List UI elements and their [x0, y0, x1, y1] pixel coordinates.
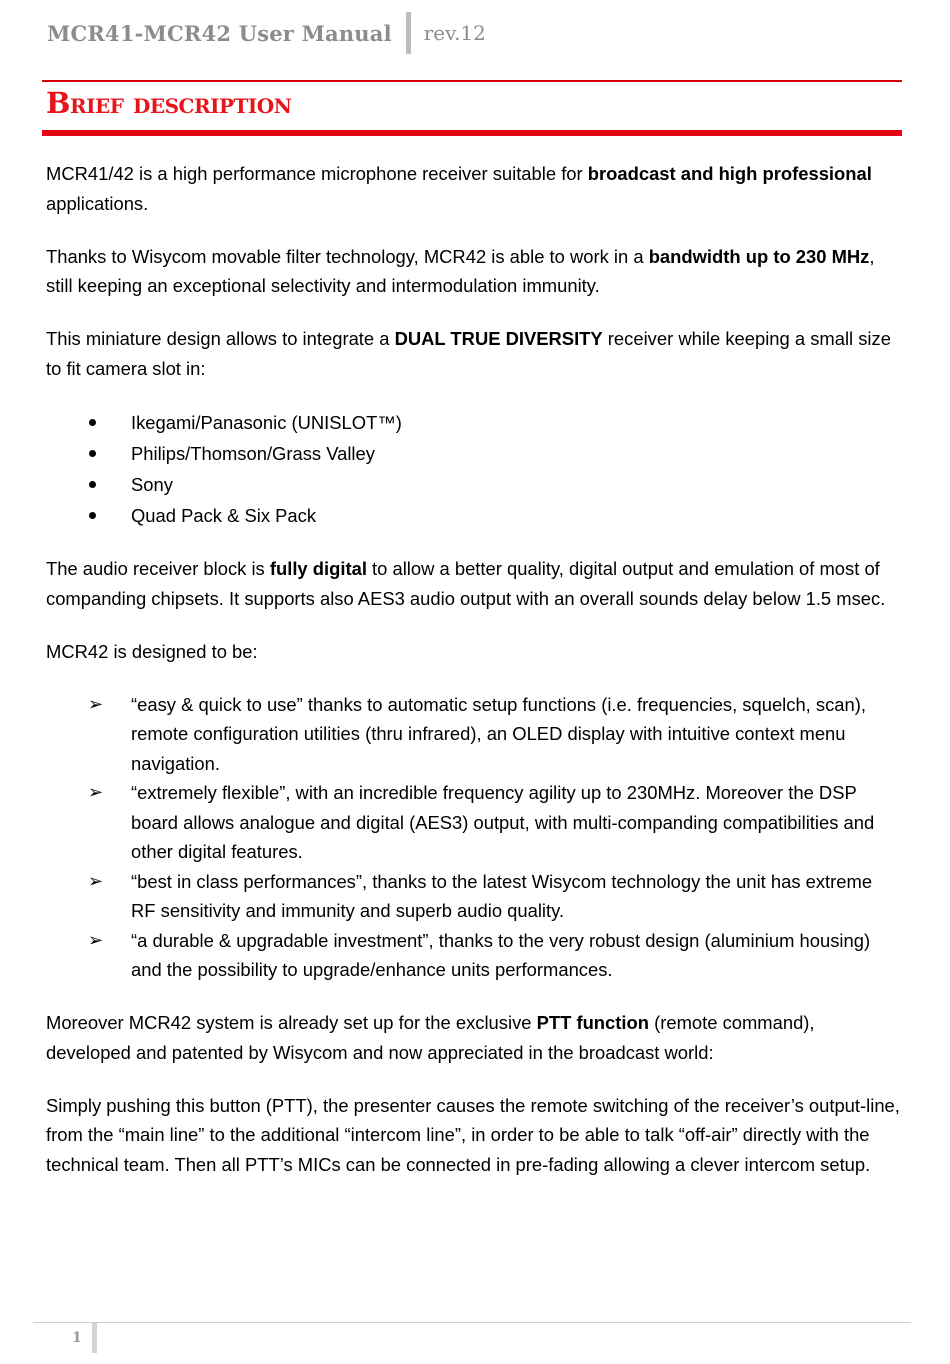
filter-paragraph: [46, 242, 901, 301]
list-item-text: “best in class performances”, thanks to the latest Wisycom technology the unit has extreme RF sensitivity and immunity and superb audio quality.: [131, 870, 873, 921]
list-item: [46, 469, 901, 500]
text-run: Moreover MCR42 system is already set up for the exclusive: [46, 1012, 537, 1033]
list-item: [46, 407, 901, 438]
text-run: Thanks to Wisycom movable filter technology, MCR42 is able to work in a: [46, 245, 649, 267]
page-body: [46, 159, 901, 1203]
list-item-text: Philips/Thomson/Grass Valley: [131, 442, 375, 464]
bullet-icon: [89, 512, 96, 519]
audio-paragraph: [46, 554, 901, 613]
closing-paragraph: Simply pushing this button (PTT), the presenter causes the remote switching of the receiver’s output-line, from the “main line” to the additional “intercom line”, in order to be able to talk “off-air” directly with the technical team. Then all PTT’s MICs can be connected in pre-fading allowing a clever intercom setup.: [46, 1094, 900, 1175]
document-title: MCR41-MCR42 User Manual: [47, 21, 392, 46]
bold-run: broadcast and high professional: [587, 163, 872, 184]
bullet-icon: [89, 419, 96, 426]
text-run: to allow a better quality, digital output and emulation of most of companding chipsets. It supports also AES3 audio output with an overall sounds delay below 1.5 msec.: [46, 558, 886, 609]
section-title: Brief description: [46, 86, 292, 120]
arrow-bullet-icon: ➢: [88, 693, 104, 714]
list-item-text: “easy & quick to use” thanks to automatic setup functions (i.e. frequencies, squelch, scan), remote configuration utilities (thru infrared), an OLED display with intuitive context menu navigation.: [131, 693, 866, 774]
list-item: [46, 867, 901, 926]
header-rule: [42, 80, 902, 82]
feature-list: [46, 690, 901, 985]
bold-run: PTT function: [536, 1012, 649, 1033]
footer-rule: [33, 1322, 911, 1323]
text-run: The audio receiver block is: [46, 558, 270, 579]
arrow-bullet-icon: ➢: [88, 782, 104, 802]
revision-label: rev.12: [423, 21, 486, 45]
arrow-bullet-icon: ➢: [88, 870, 104, 891]
section-title-rule: [42, 130, 902, 136]
diversity-paragraph: [46, 324, 901, 383]
intro-paragraph: [46, 159, 901, 218]
list-item-text: Sony: [131, 473, 173, 495]
arrow-bullet-icon: ➢: [88, 929, 104, 950]
ptt-paragraph: [46, 1008, 901, 1067]
list-item: [46, 926, 901, 985]
bold-run: bandwidth up to 230 MHz: [648, 245, 870, 267]
list-item: [46, 438, 901, 469]
bold-run: DUAL TRUE DIVERSITY: [394, 328, 603, 349]
list-item: [46, 690, 901, 779]
text-run: This miniature design allows to integrate a: [46, 328, 395, 349]
designed-intro: MCR42 is designed to be:: [46, 640, 258, 662]
list-item-text: “extremely flexible”, with an incredible frequency agility up to 230MHz. Moreover the DSP board allows analogue and digital (AES3) output, with multi-companding compatibilities and other digital features.: [131, 782, 875, 862]
list-item-text: Ikegami/Panasonic (UNISLOT™): [131, 411, 402, 433]
list-item-text: “a durable & upgradable investment”, thanks to the very robust design (aluminium housing) and the possibility to upgrade/enhance units performances.: [131, 929, 871, 980]
page-header: [47, 12, 486, 56]
list-item: [46, 778, 901, 867]
text-run: MCR41/42 is a high performance microphone receiver suitable for: [46, 163, 588, 184]
list-item: [46, 500, 901, 531]
text-run: , still keeping an exceptional selectivity and intermodulation immunity.: [46, 245, 875, 296]
text-run: receiver while keeping a small size to fit camera slot in:: [46, 328, 891, 379]
page-number: 1: [72, 1330, 82, 1346]
text-run: applications.: [46, 192, 149, 214]
header-divider: [406, 12, 411, 54]
bullet-icon: [89, 450, 96, 457]
text-run: (remote command), developed and patented by Wisycom and now appreciated in the broadcast world:: [46, 1012, 815, 1063]
bullet-icon: [89, 481, 96, 488]
list-item-text: Quad Pack & Six Pack: [131, 504, 317, 526]
camera-slot-list: [46, 407, 901, 531]
footer-divider: [92, 1323, 97, 1353]
bold-run: fully digital: [269, 558, 367, 579]
